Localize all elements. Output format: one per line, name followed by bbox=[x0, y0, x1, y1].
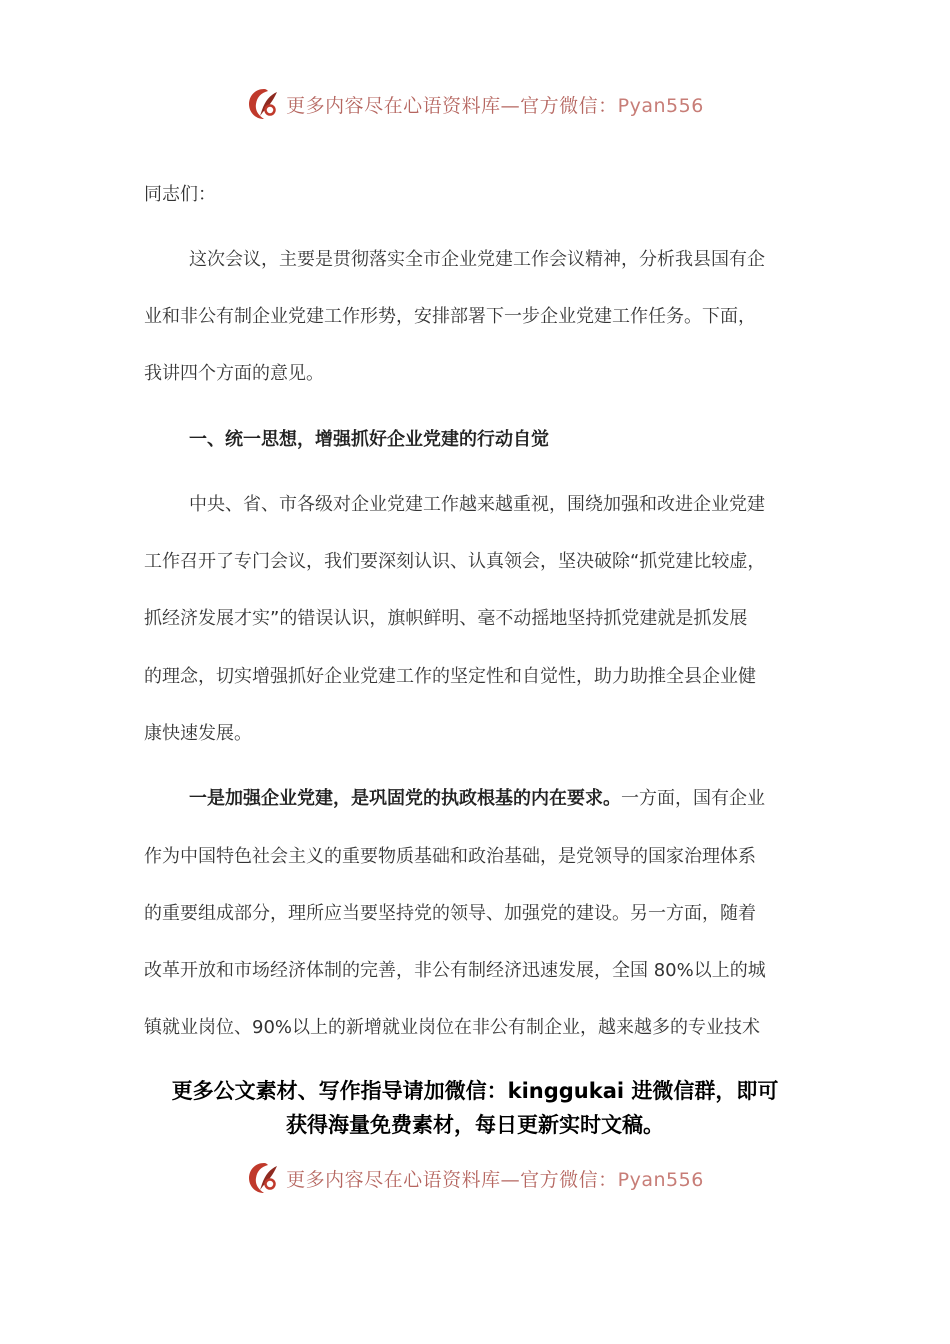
para2-line: 康快速发展。 bbox=[144, 723, 252, 744]
para3-first-line bbox=[189, 787, 765, 811]
banner-text: 更多内容尽在心语资料库—官方微信：Pyan556 bbox=[286, 94, 704, 117]
para2-line: 的理念，切实增强抓好企业党建工作的坚定性和自觉性，助力助推全县企业健 bbox=[144, 666, 756, 687]
para1-line: 这次会议，主要是贯彻落实全市企业党建工作会议精神，分析我县国有企 bbox=[189, 249, 765, 270]
quill-logo-icon bbox=[246, 86, 282, 122]
promo-line-1: 更多公文素材、写作指导请加微信：kinggukai 进微信群，即可 bbox=[171, 1079, 779, 1103]
para3-line: 的重要组成部分，理所应当要坚持党的领导、加强党的建设。另一方面，随着 bbox=[144, 903, 756, 924]
para1-line: 业和非公有制企业党建工作形势，安排部署下一步企业党建工作任务。下面， bbox=[144, 306, 756, 327]
para3-line: 作为中国特色社会主义的重要物质基础和政治基础，是党领导的国家治理体系 bbox=[144, 846, 756, 867]
section-heading: 一、统一思想，增强抓好企业党建的行动自觉 bbox=[189, 429, 549, 450]
para3-first-rest: 一方面，国有企业 bbox=[621, 788, 765, 809]
para2-line: 抓经济发展才实”的错误认识，旗帜鲜明、毫不动摇地坚持抓党建就是抓发展 bbox=[144, 608, 748, 629]
para3-lead: 一是加强企业党建，是巩固党的执政根基的内在要求。 bbox=[189, 788, 621, 809]
quill-logo-icon bbox=[246, 1160, 282, 1196]
para2-line: 工作召开了专门会议，我们要深刻认识、认真领会，坚决破除“抓党建比较虚， bbox=[144, 551, 766, 572]
para3-line: 改革开放和市场经济体制的完善，非公有制经济迅速发展，全国 80%以上的城 bbox=[144, 960, 766, 981]
banner-text: 更多内容尽在心语资料库—官方微信：Pyan556 bbox=[286, 1168, 704, 1191]
banner-wechat-id: Pyan556 bbox=[617, 94, 704, 117]
banner-wechat-id: Pyan556 bbox=[617, 1168, 704, 1191]
header-banner bbox=[0, 82, 950, 126]
para1-line: 我讲四个方面的意见。 bbox=[144, 363, 324, 384]
footer-banner bbox=[0, 1156, 950, 1200]
para3-line: 镇就业岗位、90%以上的新增就业岗位在非公有制企业，越来越多的专业技术 bbox=[144, 1017, 761, 1038]
promo-line-2: 获得海量免费素材，每日更新实时文稿。 bbox=[286, 1113, 664, 1137]
para2-line: 中央、省、市各级对企业党建工作越来越重视，围绕加强和改进企业党建 bbox=[189, 494, 765, 515]
greeting: 同志们： bbox=[144, 184, 216, 205]
